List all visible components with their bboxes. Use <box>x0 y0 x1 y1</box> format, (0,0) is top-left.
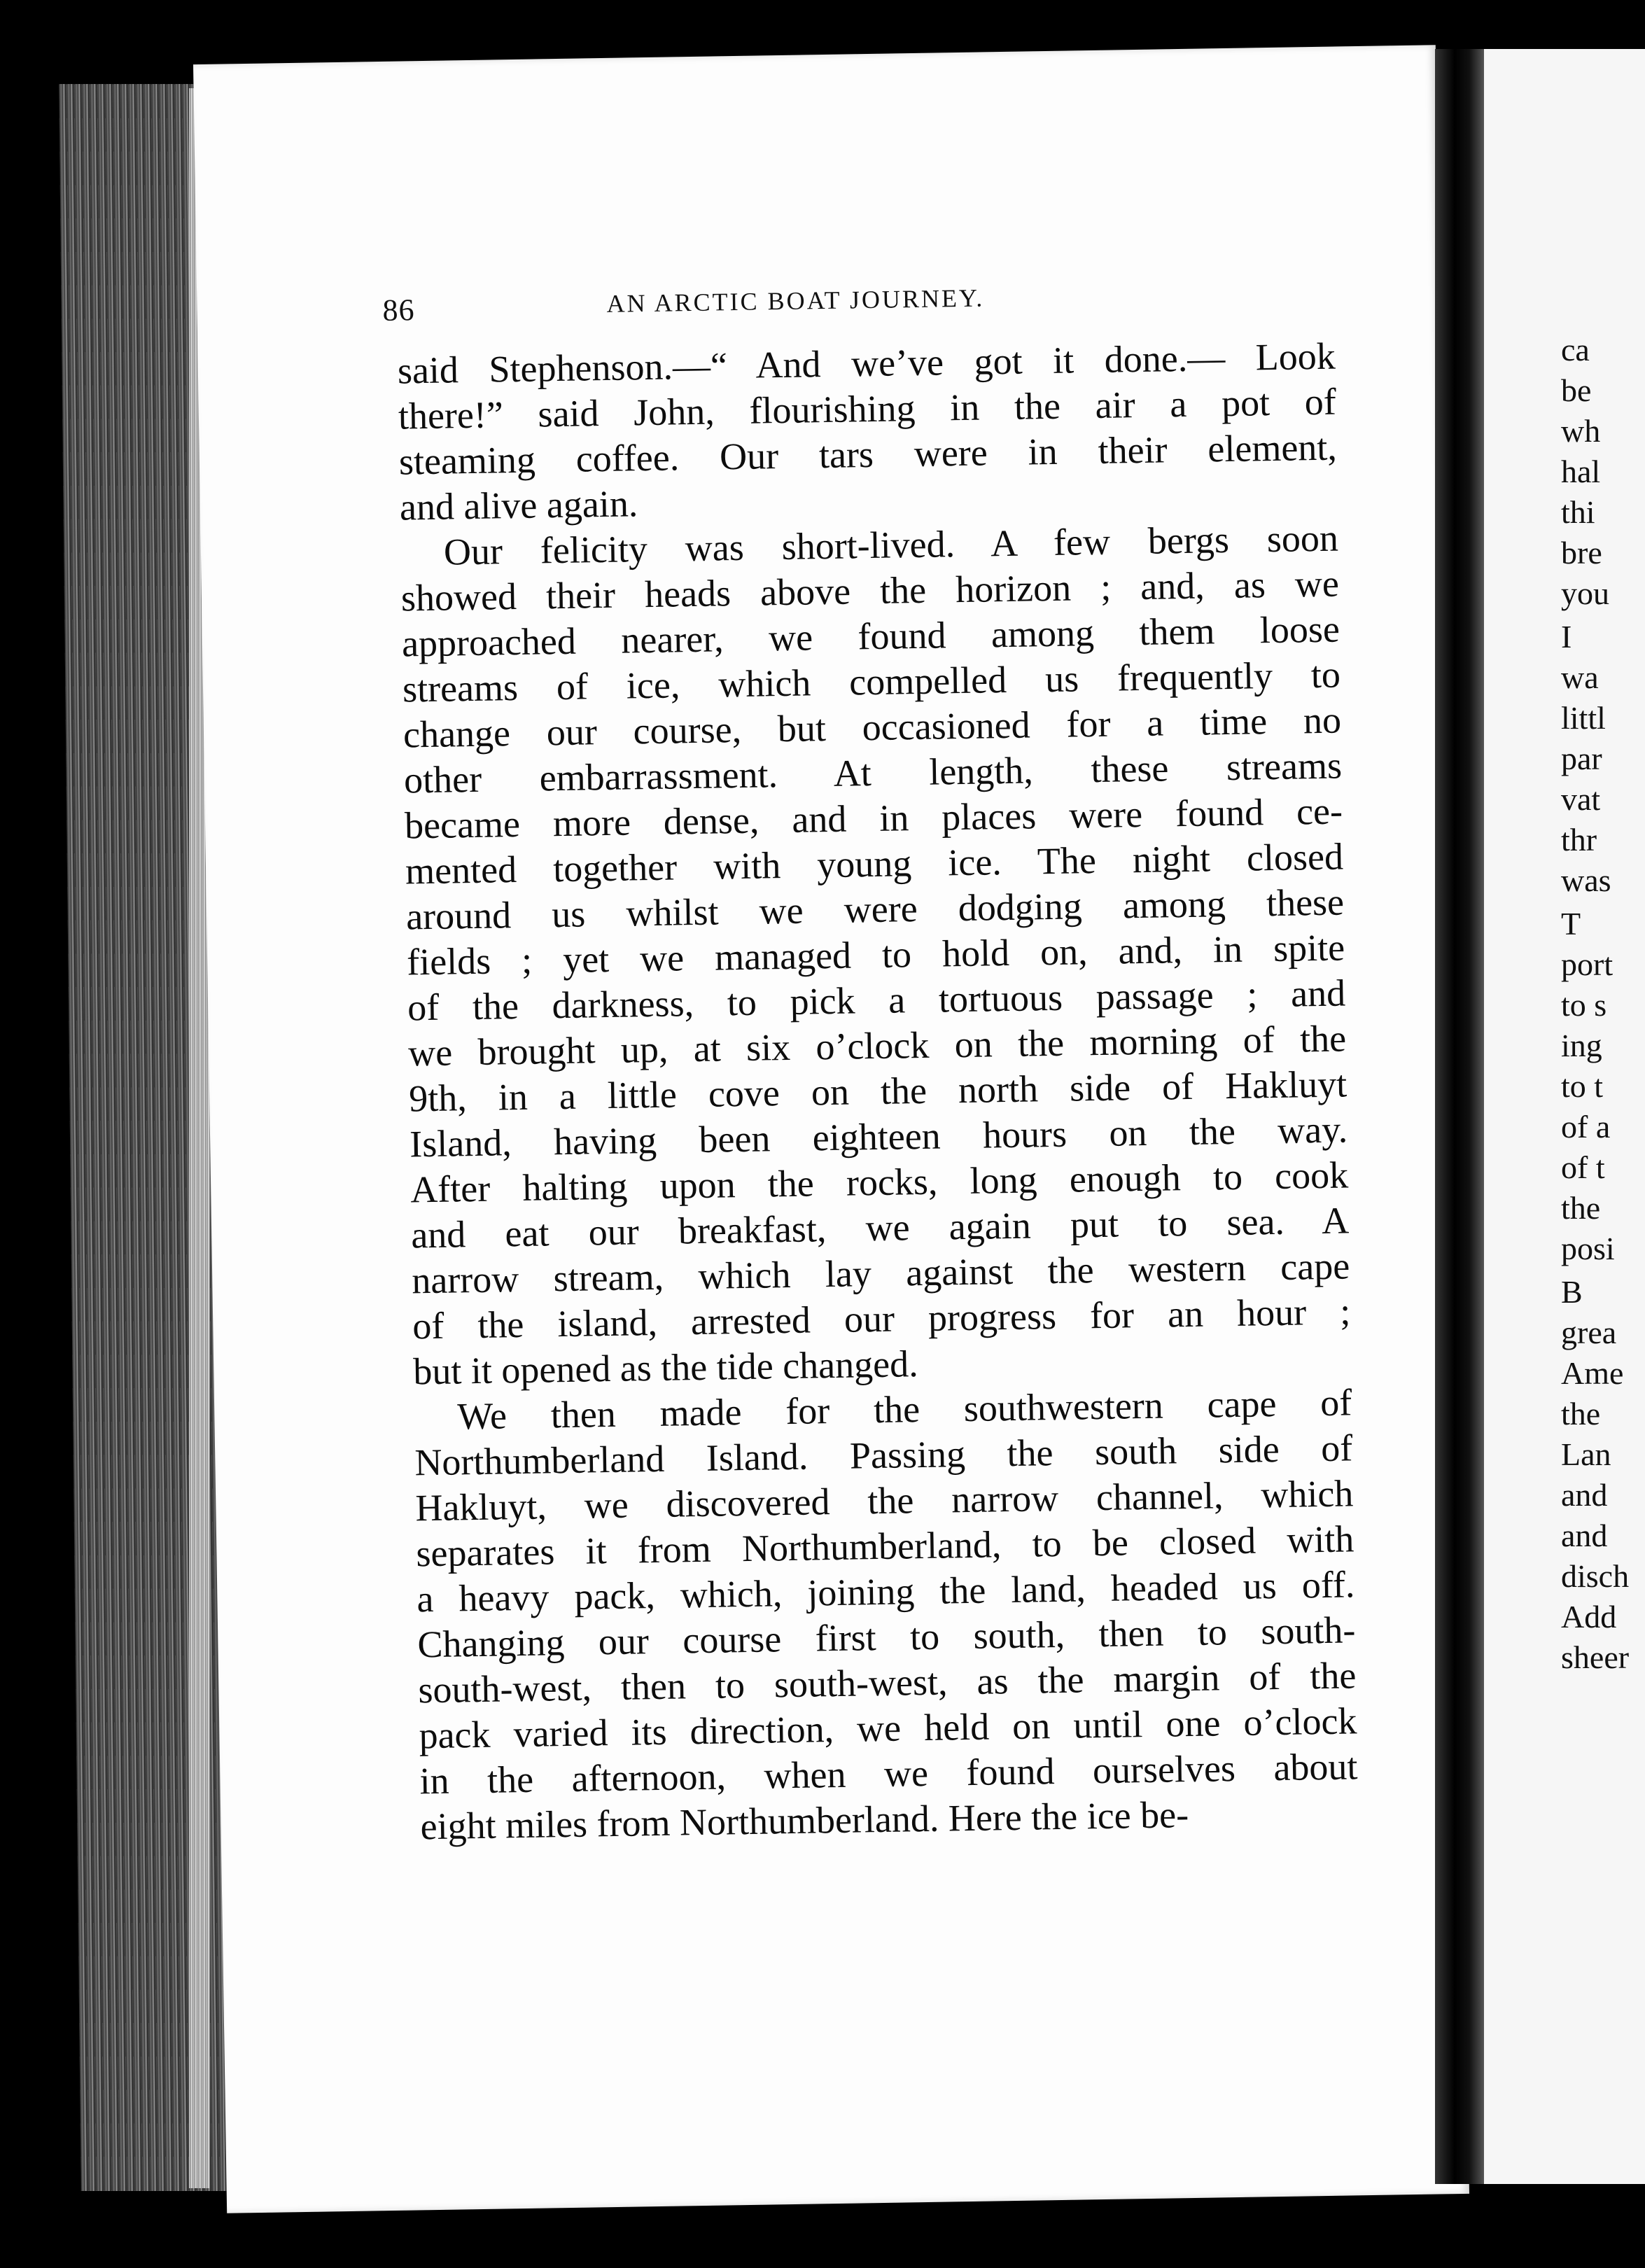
facing-page-fragment: Add <box>1561 1599 1617 1634</box>
text-line: pack varied its direction, we held on until one o’clock <box>419 1700 1357 1757</box>
facing-page-fragment: of t <box>1561 1149 1605 1185</box>
text-line: 9th, in a little cove on the north side of Hakluyt <box>408 1063 1348 1120</box>
facing-page-fragment: and <box>1561 1477 1608 1513</box>
facing-page-fragment: to s <box>1561 987 1607 1023</box>
text-line: other embarrassment. At length, these streams <box>403 744 1343 802</box>
text-line: eight miles from Northumberland. Here the ice be- <box>420 1793 1189 1848</box>
book-gutter <box>1435 49 1484 2184</box>
facing-page-fragment: wh <box>1561 413 1601 449</box>
facing-page-fragment: disch <box>1561 1558 1630 1594</box>
text-line: said Stephenson.—“ And we’ve got it done.— Look <box>397 335 1336 392</box>
facing-page-fragment: the <box>1561 1190 1601 1226</box>
facing-page-fragment: B <box>1561 1274 1583 1310</box>
text-line: of the island, arrested our progress for an hour ; <box>412 1290 1351 1348</box>
text-line: Northumberland Island. Passing the south side of <box>414 1427 1353 1484</box>
text-line: south-west, then to south-west, as the margin of the <box>418 1654 1357 1712</box>
facing-page-fragment: port <box>1561 946 1614 982</box>
text-line: but it opened as the tide changed. <box>412 1343 919 1393</box>
text-line: Changing our course first to south, then to south- <box>417 1609 1356 1666</box>
text-line: streams of ice, which compelled us frequently to <box>402 653 1341 710</box>
facing-page-fragment: vat <box>1561 781 1601 817</box>
body-text <box>397 334 1359 1850</box>
text-line: of the darkness, to pick a tortuous passage ; and <box>407 972 1346 1029</box>
facing-page-fragment: Ame <box>1561 1355 1624 1391</box>
text-line: there!” said John, flourishing in the air a pot of <box>398 380 1337 438</box>
text-line: and alive again. <box>399 482 638 528</box>
text-line: a heavy pack, which, joining the land, headed us off. <box>416 1563 1355 1620</box>
text-line: and eat our breakfast, we again put to sea. A <box>410 1199 1350 1256</box>
facing-page-fragment: hal <box>1561 454 1601 489</box>
facing-page-fragment: I <box>1561 619 1572 654</box>
text-line: After halting upon the rocks, long enough to cook <box>410 1154 1349 1211</box>
text-line: narrow stream, which lay against the western cape <box>411 1245 1350 1302</box>
facing-page-right <box>1484 49 1645 2184</box>
text-line: steaming coffee. Our tars were in their element, <box>398 426 1338 483</box>
text-line: Our felicity was short-lived. A few bergs soon <box>443 517 1339 573</box>
facing-page-fragment: par <box>1561 741 1602 776</box>
text-line: separates it from Northumberland, to be closed with <box>415 1518 1354 1575</box>
facing-page-fragment: to t <box>1561 1068 1604 1104</box>
facing-page-fragment: of a <box>1561 1109 1611 1144</box>
text-line: change our course, but occasioned for a time no <box>402 699 1342 756</box>
facing-page-fragment: ing <box>1561 1028 1602 1063</box>
facing-page-fragment: bre <box>1561 535 1602 570</box>
facing-page-fragment: thi <box>1561 494 1595 530</box>
facing-page-fragment: wa <box>1561 659 1599 695</box>
text-line: in the afternoon, when we found ourselves about <box>419 1745 1358 1802</box>
page-number: 86 <box>382 293 415 328</box>
facing-page-fragment: was <box>1561 862 1611 898</box>
running-title: AN ARCTIC BOAT JOURNEY. <box>606 284 985 318</box>
text-line: fields ; yet we managed to hold on, and, in spite <box>406 926 1345 983</box>
facing-page-fragment: ca <box>1561 332 1590 368</box>
facing-page-fragment: Lan <box>1561 1436 1611 1472</box>
facing-page-fragment: posi <box>1561 1231 1615 1266</box>
facing-page-fragment: sheer <box>1561 1639 1630 1675</box>
text-line: became more dense, and in places were found ce- <box>404 790 1343 847</box>
text-line: showed their heads above the horizon ; and, as we <box>400 562 1340 620</box>
text-line: approached nearer, we found among them loose <box>401 608 1340 665</box>
facing-page-fragment: and <box>1561 1518 1608 1553</box>
book-page-left <box>193 45 1469 2213</box>
facing-page-fragment: littl <box>1561 700 1606 736</box>
facing-page-fragment: be <box>1561 372 1592 408</box>
text-line: Hakluyt, we discovered the narrow channel, which <box>414 1472 1354 1530</box>
facing-page-fragment: grea <box>1561 1315 1617 1350</box>
text-line: Island, having been eighteen hours on the way. <box>409 1108 1348 1166</box>
text-line: We then made for the southwestern cape of <box>456 1381 1352 1438</box>
facing-page-fragment: you <box>1561 575 1609 611</box>
text-line: around us whilst we were dodging among these <box>405 881 1345 938</box>
text-line: we brought up, at six o’clock on the morning of the <box>407 1017 1347 1074</box>
facing-page-fragment: T <box>1561 906 1581 941</box>
running-head <box>382 279 1209 335</box>
facing-page-fragment: thr <box>1561 822 1597 858</box>
facing-page-fragment: the <box>1561 1396 1601 1432</box>
text-line: mented together with young ice. The night closed <box>405 835 1344 892</box>
